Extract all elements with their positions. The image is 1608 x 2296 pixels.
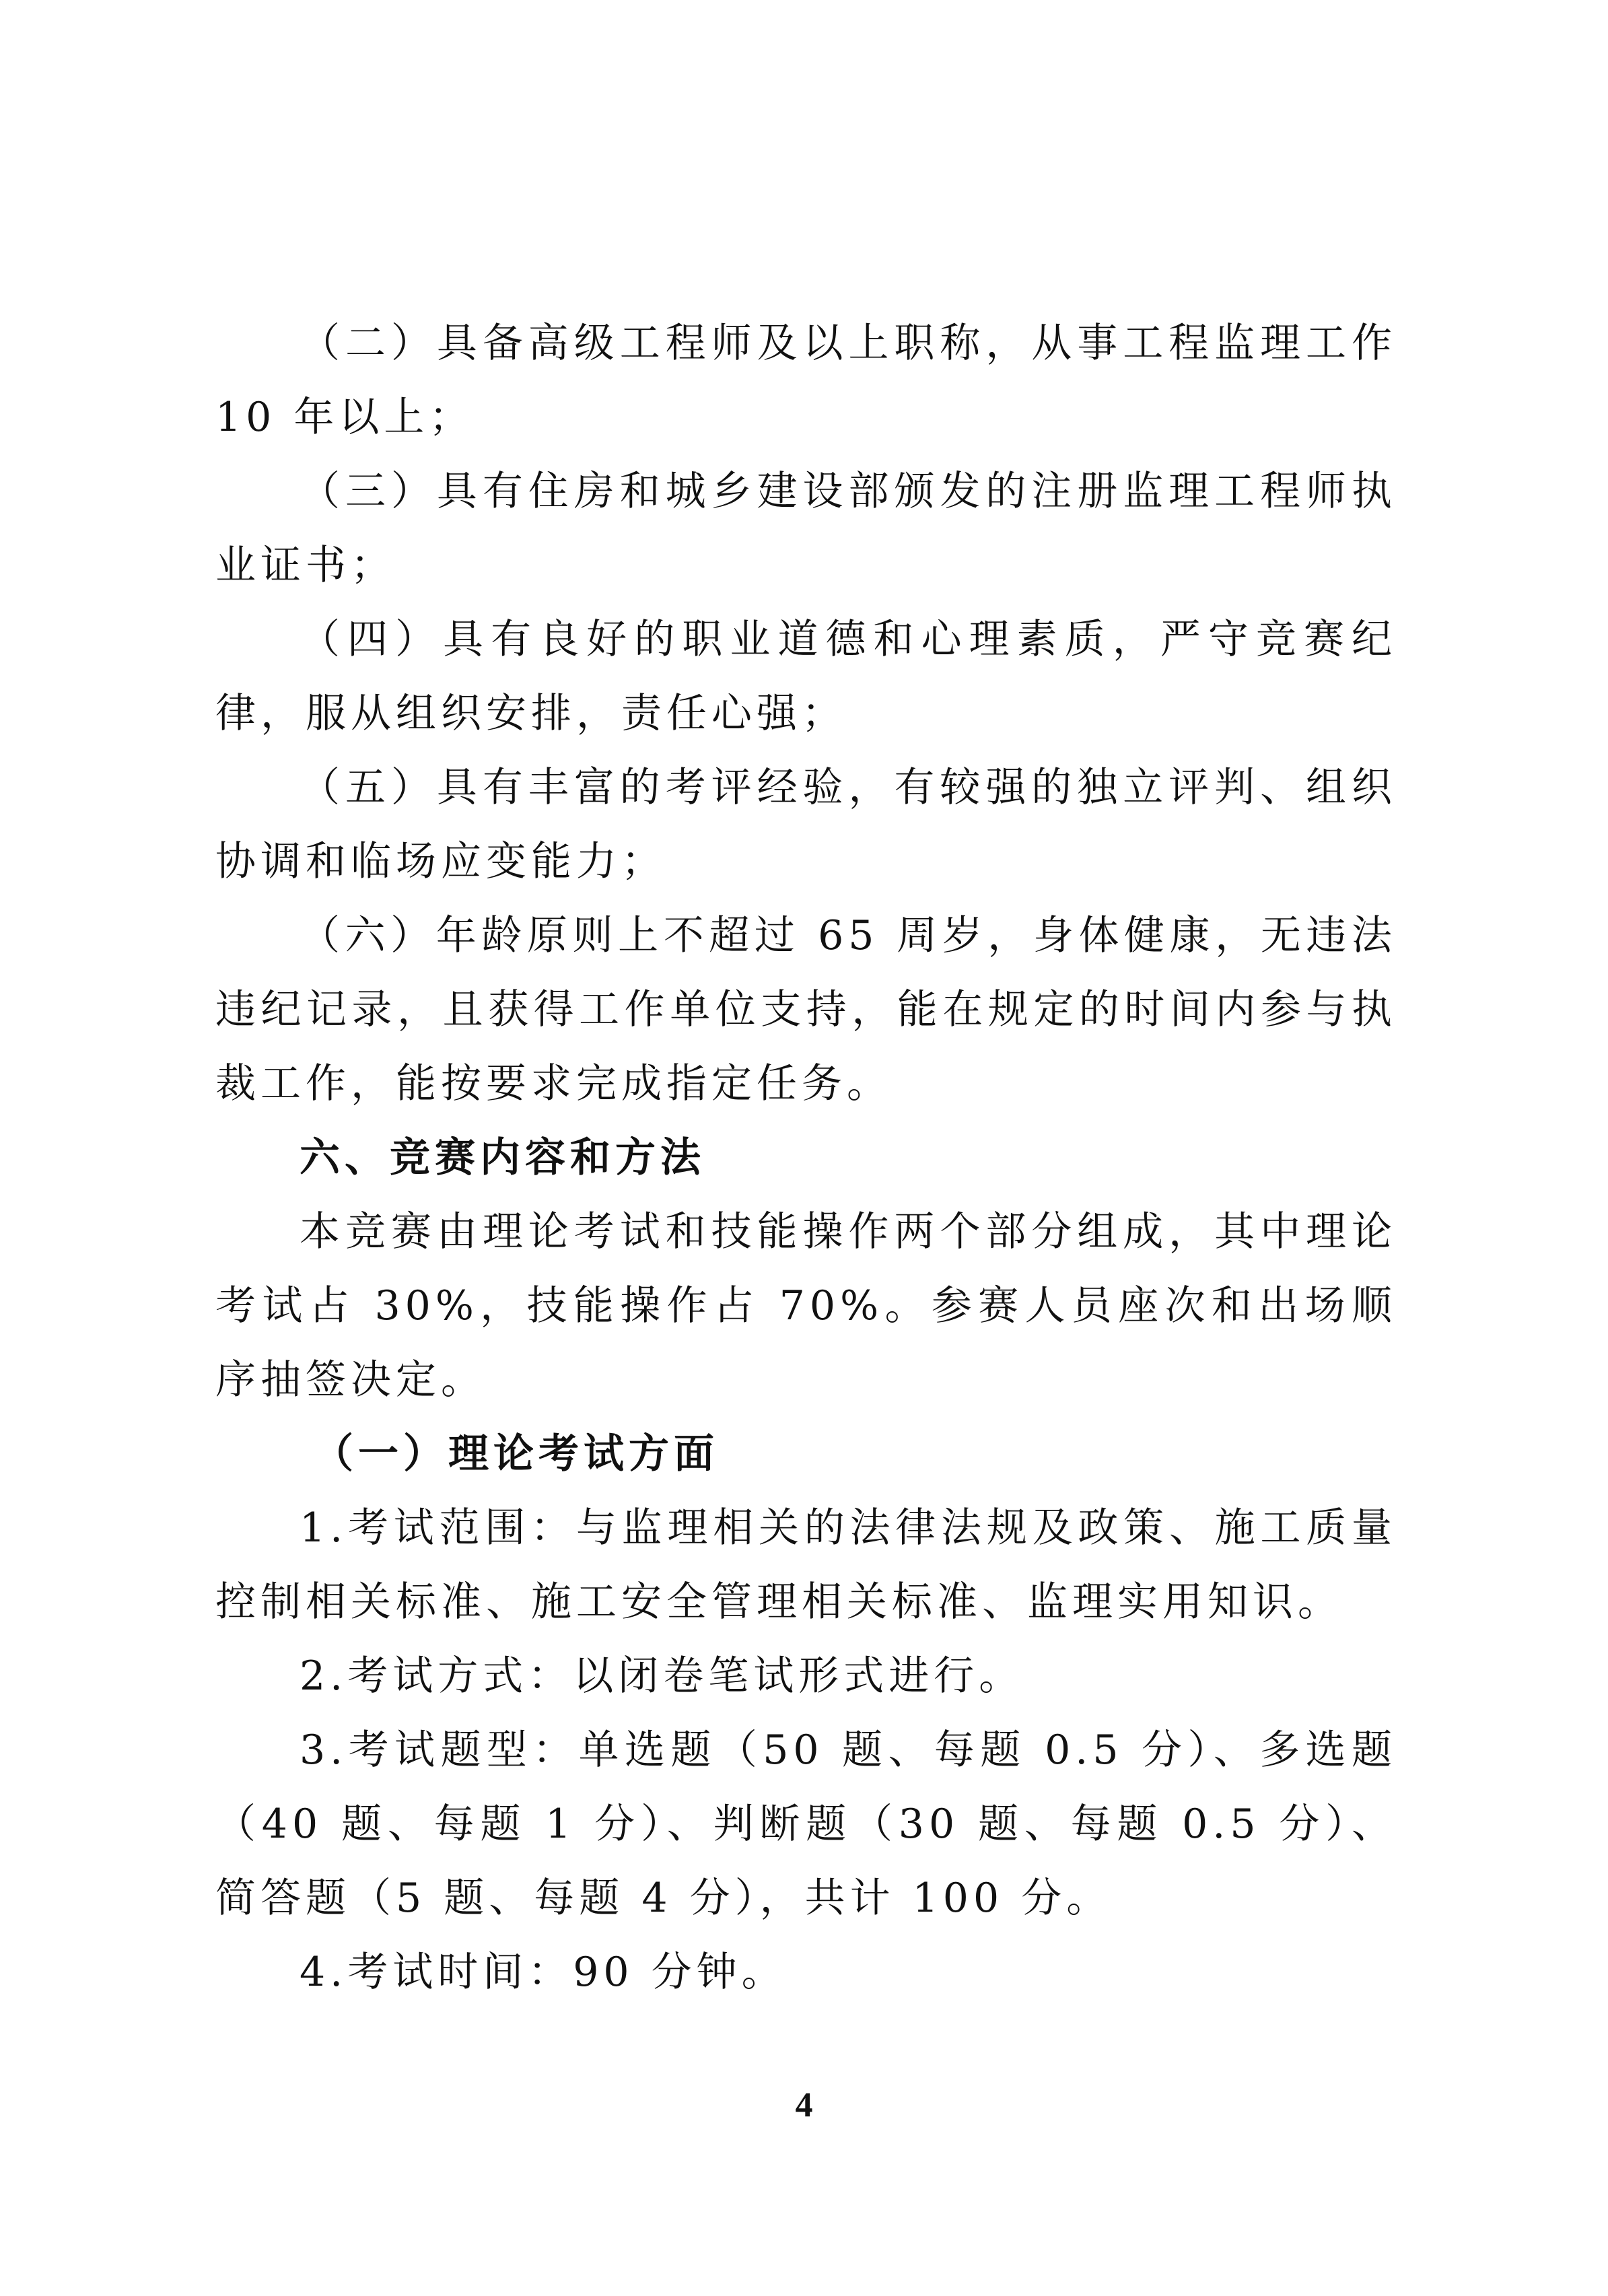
requirement-paragraph-4: （四）具有良好的职业道德和心理素质，严守竞赛纪律，服从组织安排，责任心强； — [215, 616, 1397, 737]
requirement-paragraph-6: （六）年龄原则上不超过 65 周岁，身体健康，无违法违纪记录，且获得工作单位支持，能在规定的时间内参与执裁工作，能按要求完成指定任务。 — [215, 912, 1397, 1107]
exam-item-method: 2.考试方式：以闭卷笔试形式进行。 — [300, 1653, 1024, 1700]
requirement-paragraph-3: （三）具有住房和城乡建设部颁发的注册监理工程师执业证书； — [215, 468, 1397, 589]
section-intro: 本竞赛由理论考试和技能操作两个部分组成，其中理论考试占 30%，技能操作占 70%。参赛人员座次和出场顺序抽签决定。 — [215, 1208, 1397, 1403]
requirement-paragraph-5: （五）具有丰富的考评经验，有较强的独立评判、组织协调和临场应变能力； — [215, 764, 1397, 885]
body-text — [215, 306, 1397, 2009]
subsection-heading: （一）理论考试方面 — [313, 1430, 719, 1477]
exam-item-question-types: 3.考试题型：单选题（50 题、每题 0.5 分）、多选题（40 题、每题 1 分）、判断题（30 题、每题 0.5 分）、简答题（5 题、每题 4 分），共计 100 分。 — [215, 1727, 1397, 1922]
exam-item-duration: 4.考试时间：90 分钟。 — [300, 1949, 787, 1996]
section-heading: 六、竞赛内容和方法 — [300, 1134, 705, 1181]
exam-item-scope: 1.考试范围：与监理相关的法律法规及政策、施工质量控制相关标准、施工安全管理相关标准、监理实用知识。 — [215, 1504, 1397, 1626]
page-number: 4 — [795, 2086, 813, 2124]
requirement-paragraph-2: （二）具备高级工程师及以上职称，从事工程监理工作 10 年以上； — [215, 320, 1397, 441]
